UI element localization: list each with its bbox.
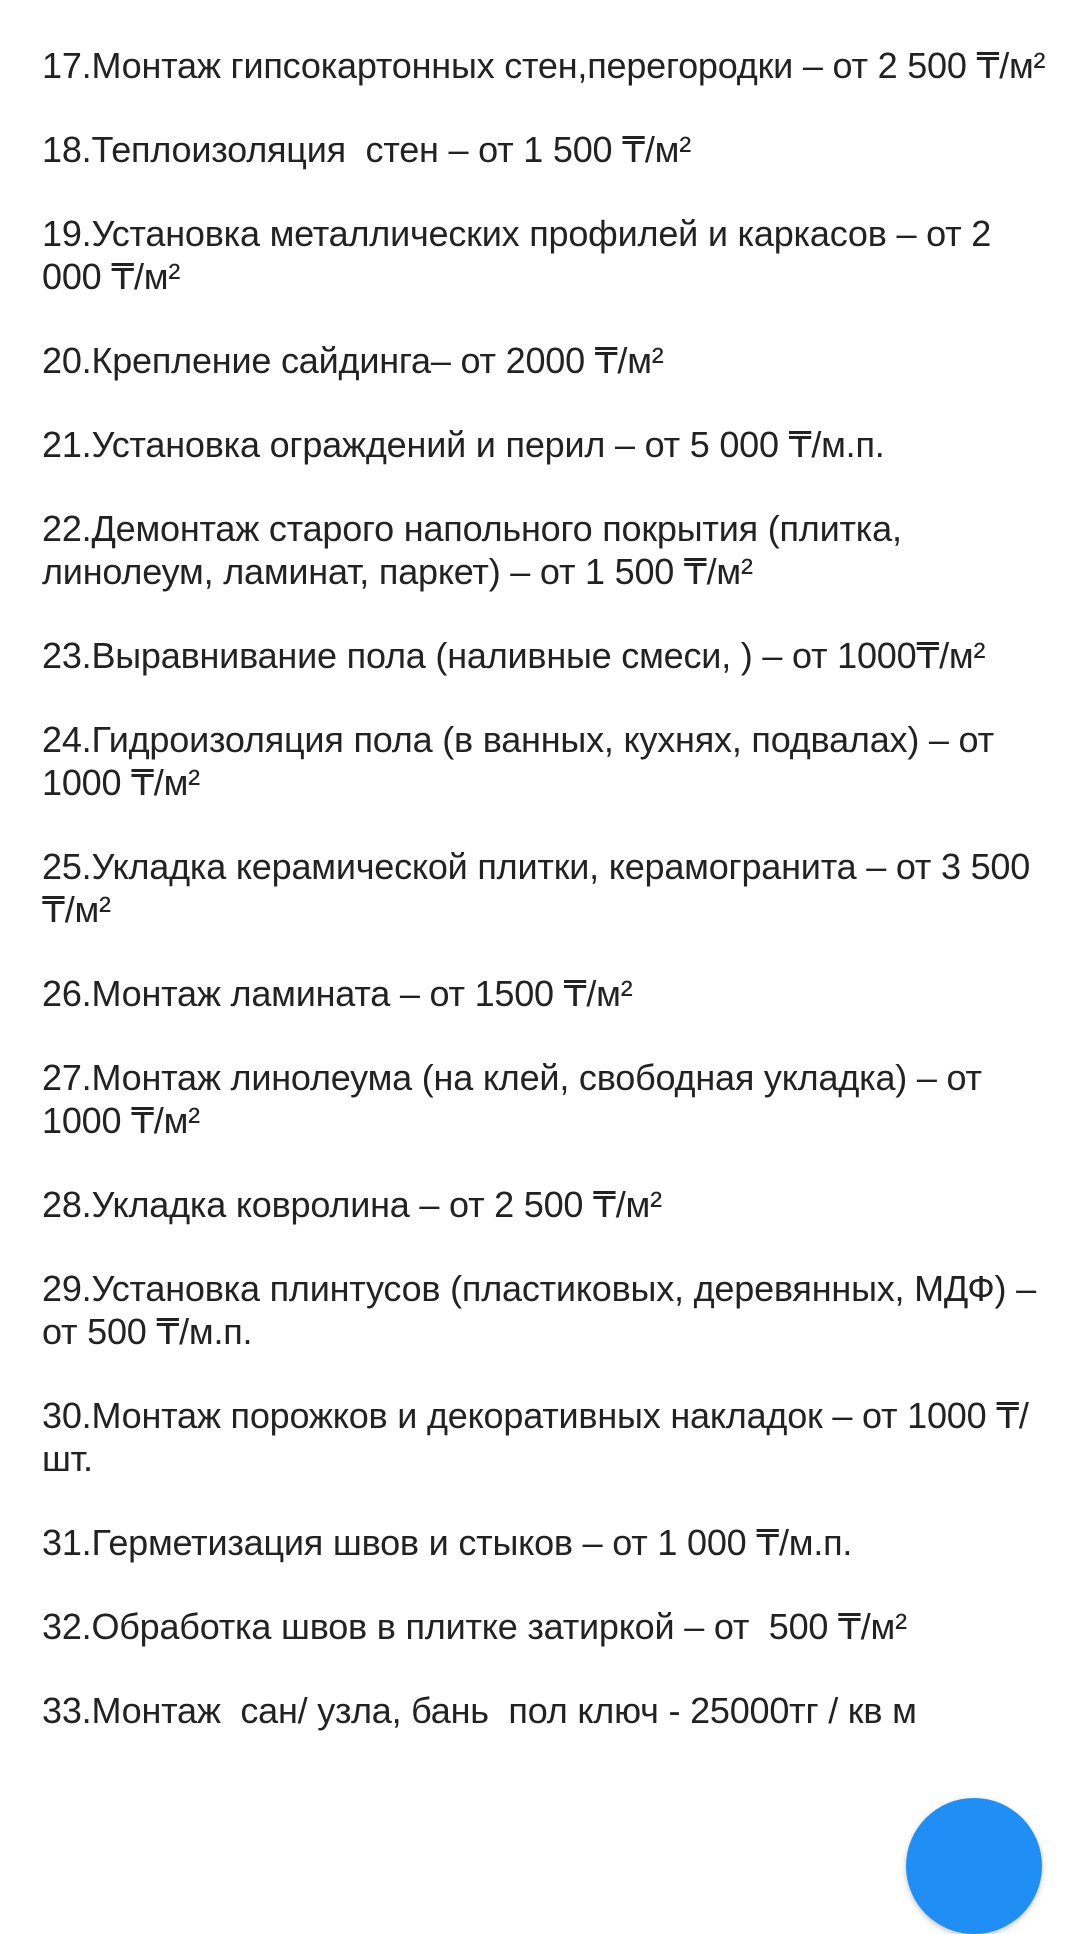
- price-item-32: 32.Обработка швов в плитке затиркой – от 500 ₸/м²: [42, 1606, 907, 1647]
- price-item-33: 33.Монтаж сан/ узла, бань пол ключ - 25000тг / кв м: [42, 1690, 917, 1731]
- price-item-30: 30.Монтаж порожков и декоративных накладок – от 1000 ₸/шт.: [42, 1395, 1029, 1479]
- price-item-27: 27.Монтаж линолеума (на клей, свободная укладка) – от 1000 ₸/м²: [42, 1057, 992, 1141]
- price-item-23: 23.Выравнивание пола (наливные смеси, ) – от 1000₸/м²: [42, 635, 986, 676]
- price-item-20: 20.Крепление сайдинга– от 2000 ₸/м²: [42, 340, 664, 381]
- price-list: [42, 44, 1052, 1732]
- price-item-31: 31.Герметизация швов и стыков – от 1 000 ₸/м.п.: [42, 1522, 853, 1563]
- price-item-19: 19.Установка металлических профилей и каркасов – от 2 000 ₸/м²: [42, 213, 1001, 297]
- price-item-17: 17.Монтаж гипсокартонных стен,перегородки – от 2 500 ₸/м²: [42, 45, 1046, 86]
- price-item-29: 29.Установка плинтусов (пластиковых, деревянных, МДФ) – от 500 ₸/м.п.: [42, 1268, 1046, 1352]
- price-item-21: 21.Установка ограждений и перил – от 5 000 ₸/м.п.: [42, 424, 885, 465]
- floating-action-button[interactable]: [906, 1798, 1042, 1934]
- price-item-18: 18.Теплоизоляция стен – от 1 500 ₸/м²: [42, 129, 691, 170]
- price-item-22: 22.Демонтаж старого напольного покрытия (плитка, линолеум, ламинат, паркет) – от 1 500 ₸/м²: [42, 508, 912, 592]
- price-item-28: 28.Укладка ковролина – от 2 500 ₸/м²: [42, 1184, 662, 1225]
- price-item-25: 25.Укладка керамической плитки, керамогранита – от 3 500 ₸/м²: [42, 846, 1040, 930]
- price-item-26: 26.Монтаж ламината – от 1500 ₸/м²: [42, 973, 633, 1014]
- price-item-24: 24.Гидроизоляция пола (в ванных, кухнях, подвалах) – от 1000 ₸/м²: [42, 719, 1014, 803]
